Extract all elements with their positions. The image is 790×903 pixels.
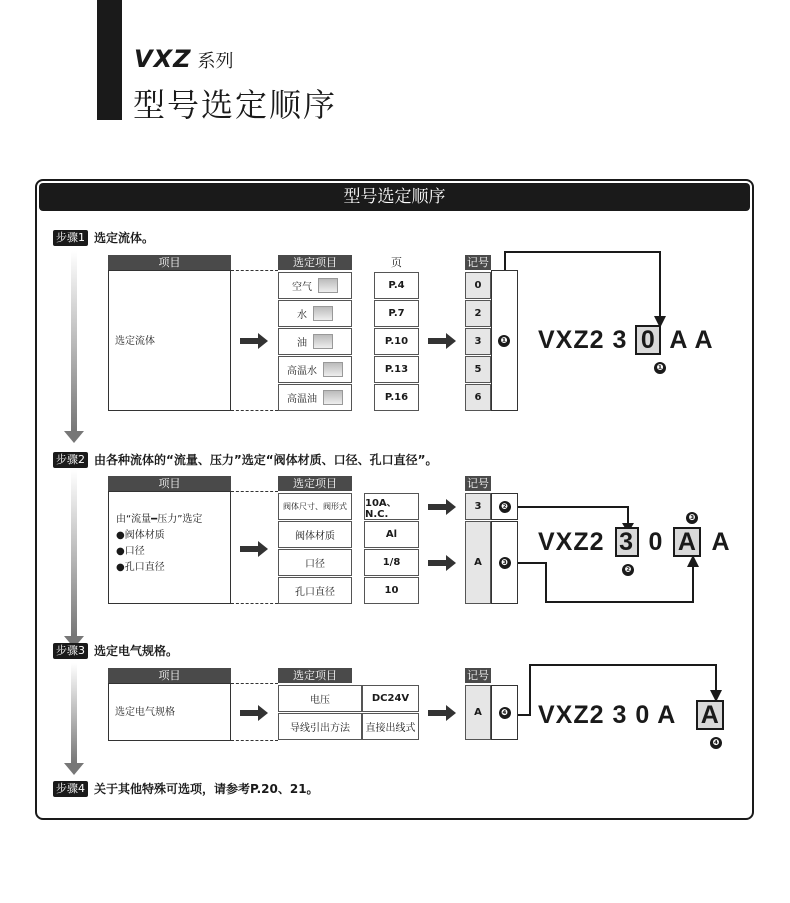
step1-fluid-cell xyxy=(278,384,352,411)
step3-left-label: 选定电气规格 xyxy=(115,707,175,718)
series-suffix: 系列 xyxy=(197,51,234,72)
hot-water-icon xyxy=(323,362,343,377)
step2-arrow-right xyxy=(240,541,268,557)
step1-fluid-cell xyxy=(278,356,352,383)
step2-item-header: 项目 xyxy=(108,476,231,491)
step2-marker-a-cell xyxy=(491,493,518,520)
model-prefix: VXZ2 3 xyxy=(538,325,628,354)
step3-code: A xyxy=(465,685,491,740)
step3-select-header: 选定项目 xyxy=(278,668,352,683)
air-icon xyxy=(318,278,338,293)
page-ref: P.10 xyxy=(374,328,419,355)
fluid-code: 0 xyxy=(465,272,491,299)
step2-left-line: ●孔口直径 xyxy=(116,562,165,573)
step1-dash-top xyxy=(231,270,278,271)
step2-dash-bottom xyxy=(231,603,278,604)
step3-item-box xyxy=(108,683,231,741)
step2-arrow-code-a xyxy=(428,499,456,515)
step2-model-code xyxy=(538,527,731,557)
step2-arrow-code-b xyxy=(428,555,456,571)
page-title: 型号选定顺序 xyxy=(133,86,338,124)
step-flow-arrowhead-3 xyxy=(64,763,84,775)
step2-left-line: ●口径 xyxy=(116,546,145,557)
spec-name: 阀体尺寸、阀形式 xyxy=(278,493,352,520)
model-suffix: A xyxy=(711,527,731,556)
fluid-code: 5 xyxy=(465,356,491,383)
step2-tag: 步骤2 xyxy=(53,452,88,468)
fluid-name: 水 xyxy=(297,310,307,321)
series-heading xyxy=(134,45,233,73)
step3-tag: 步骤3 xyxy=(53,643,88,659)
step2-marker-b: ❸ xyxy=(499,557,511,569)
frame-title: 型号选定顺序 xyxy=(39,183,750,211)
step1-arrow-right xyxy=(240,333,268,349)
page-ref: P.16 xyxy=(374,384,419,411)
list-item xyxy=(278,300,518,327)
model-highlight-electrical: A xyxy=(696,700,724,730)
step2-code-header: 记号 xyxy=(467,477,489,490)
spec-value: 直接出线式 xyxy=(362,713,419,740)
step3-dash-bottom xyxy=(231,740,278,741)
step1-fluid-cell xyxy=(278,300,352,327)
step3-model-code xyxy=(538,700,724,730)
spec-value: 10 xyxy=(364,577,419,604)
step2-left-line: ●阀体材质 xyxy=(116,530,165,541)
model-mid: 0 xyxy=(648,527,664,556)
model-highlight-size: 3 xyxy=(615,527,639,557)
step3-model-marker: ❹ xyxy=(710,737,722,749)
step2-dash-top xyxy=(231,491,278,492)
list-item xyxy=(278,356,518,383)
list-item xyxy=(278,272,518,299)
model-prefix: VXZ2 xyxy=(538,527,605,556)
step2-heading xyxy=(53,451,438,468)
step3-arrow-right xyxy=(240,705,268,721)
step-flow-arrow-2 xyxy=(71,470,77,636)
step1-marker: ❶ xyxy=(498,335,510,347)
step3-marker: ❹ xyxy=(499,707,511,719)
step-flow-arrowhead-1 xyxy=(64,431,84,443)
step1-connector xyxy=(500,250,670,330)
step1-left-label: 选定流体 xyxy=(115,336,155,347)
fluid-name: 高温油 xyxy=(287,394,317,405)
step3-arrow-code xyxy=(428,705,456,721)
step-flow-arrow-3 xyxy=(71,663,77,763)
step-flow-arrow-1 xyxy=(71,251,77,431)
step1-fluid-cell xyxy=(278,328,352,355)
step4-tag: 步骤4 xyxy=(53,781,88,797)
step1-text: 选定流体。 xyxy=(94,231,155,245)
fluid-code: 2 xyxy=(465,300,491,327)
spec-name: 孔口直径 xyxy=(278,577,352,604)
step2-text: 由各种流体的“流量、压力”选定“阀体材质、口径、孔口直径”。 xyxy=(94,453,438,467)
fluid-name: 高温水 xyxy=(287,366,317,377)
step2-code-a: 3 xyxy=(465,493,491,520)
step1-arrow-page xyxy=(354,333,374,349)
step1-dash-bottom xyxy=(231,410,278,411)
step3-dash-top xyxy=(231,683,278,684)
step1-fluid-cell xyxy=(278,272,352,299)
step2-left-line: 由“流量━压力”选定 xyxy=(116,514,203,525)
step3-marker-cell xyxy=(491,685,518,740)
step2-marker-a: ❷ xyxy=(499,501,511,513)
step1-model-marker: ❶ xyxy=(654,362,666,374)
model-highlight-material: A xyxy=(673,527,701,557)
step4-text: 关于其他特殊可选项，请参考P.20、21。 xyxy=(94,782,319,796)
step3-item-header: 项目 xyxy=(108,668,231,683)
step2-item-box xyxy=(108,491,231,604)
spec-name: 电压 xyxy=(278,685,362,712)
hot-oil-icon xyxy=(323,390,343,405)
spec-name: 阀体材质 xyxy=(278,521,352,548)
step1-model-code xyxy=(538,325,714,355)
oil-icon xyxy=(313,334,333,349)
model-highlight-fluid: 0 xyxy=(635,325,661,355)
step2-left-labels xyxy=(116,512,202,576)
step4-heading xyxy=(53,780,319,797)
page-ref: P.4 xyxy=(374,272,419,299)
fluid-code: 3 xyxy=(465,328,491,355)
fluid-name: 空气 xyxy=(292,282,312,293)
model-suffix: A A xyxy=(669,325,714,354)
model-prefix: VXZ2 3 0 A xyxy=(538,700,677,729)
step1-arrow-code xyxy=(428,333,456,349)
step3-code-header: 记号 xyxy=(467,669,489,682)
spec-value: DC24V xyxy=(362,685,419,712)
series-model: VXZ xyxy=(134,45,192,73)
page-ref: P.13 xyxy=(374,356,419,383)
spec-value: Al xyxy=(364,521,419,548)
step2-select-header: 选定项目 xyxy=(278,476,352,491)
step2-marker-b-cell xyxy=(491,521,518,604)
step1-heading xyxy=(53,229,154,246)
list-item xyxy=(278,384,518,411)
spec-name: 导线引出方法 xyxy=(278,713,362,740)
step1-item-header: 项目 xyxy=(108,255,231,270)
fluid-name: 油 xyxy=(297,338,307,349)
step1-page-header: 页 xyxy=(391,256,402,269)
fluid-code: 6 xyxy=(465,384,491,411)
page-ref: P.7 xyxy=(374,300,419,327)
list-item xyxy=(278,328,518,355)
step1-item-box xyxy=(108,270,231,411)
spec-value: 1/8 xyxy=(364,549,419,576)
header-accent-bar xyxy=(97,0,122,120)
step2-model-marker-b-top: ❸ xyxy=(686,512,698,524)
step1-select-header: 选定项目 xyxy=(278,255,352,270)
step2-code-b: A xyxy=(465,521,491,604)
spec-name: 口径 xyxy=(278,549,352,576)
water-icon xyxy=(313,306,333,321)
step3-heading xyxy=(53,642,178,659)
step2-model-marker-a: ❷ xyxy=(622,564,634,576)
step1-code-header: 记号 xyxy=(467,256,489,269)
spec-value: 10A、N.C. xyxy=(364,493,419,520)
step1-tag: 步骤1 xyxy=(53,230,88,246)
step3-text: 选定电气规格。 xyxy=(94,644,179,658)
